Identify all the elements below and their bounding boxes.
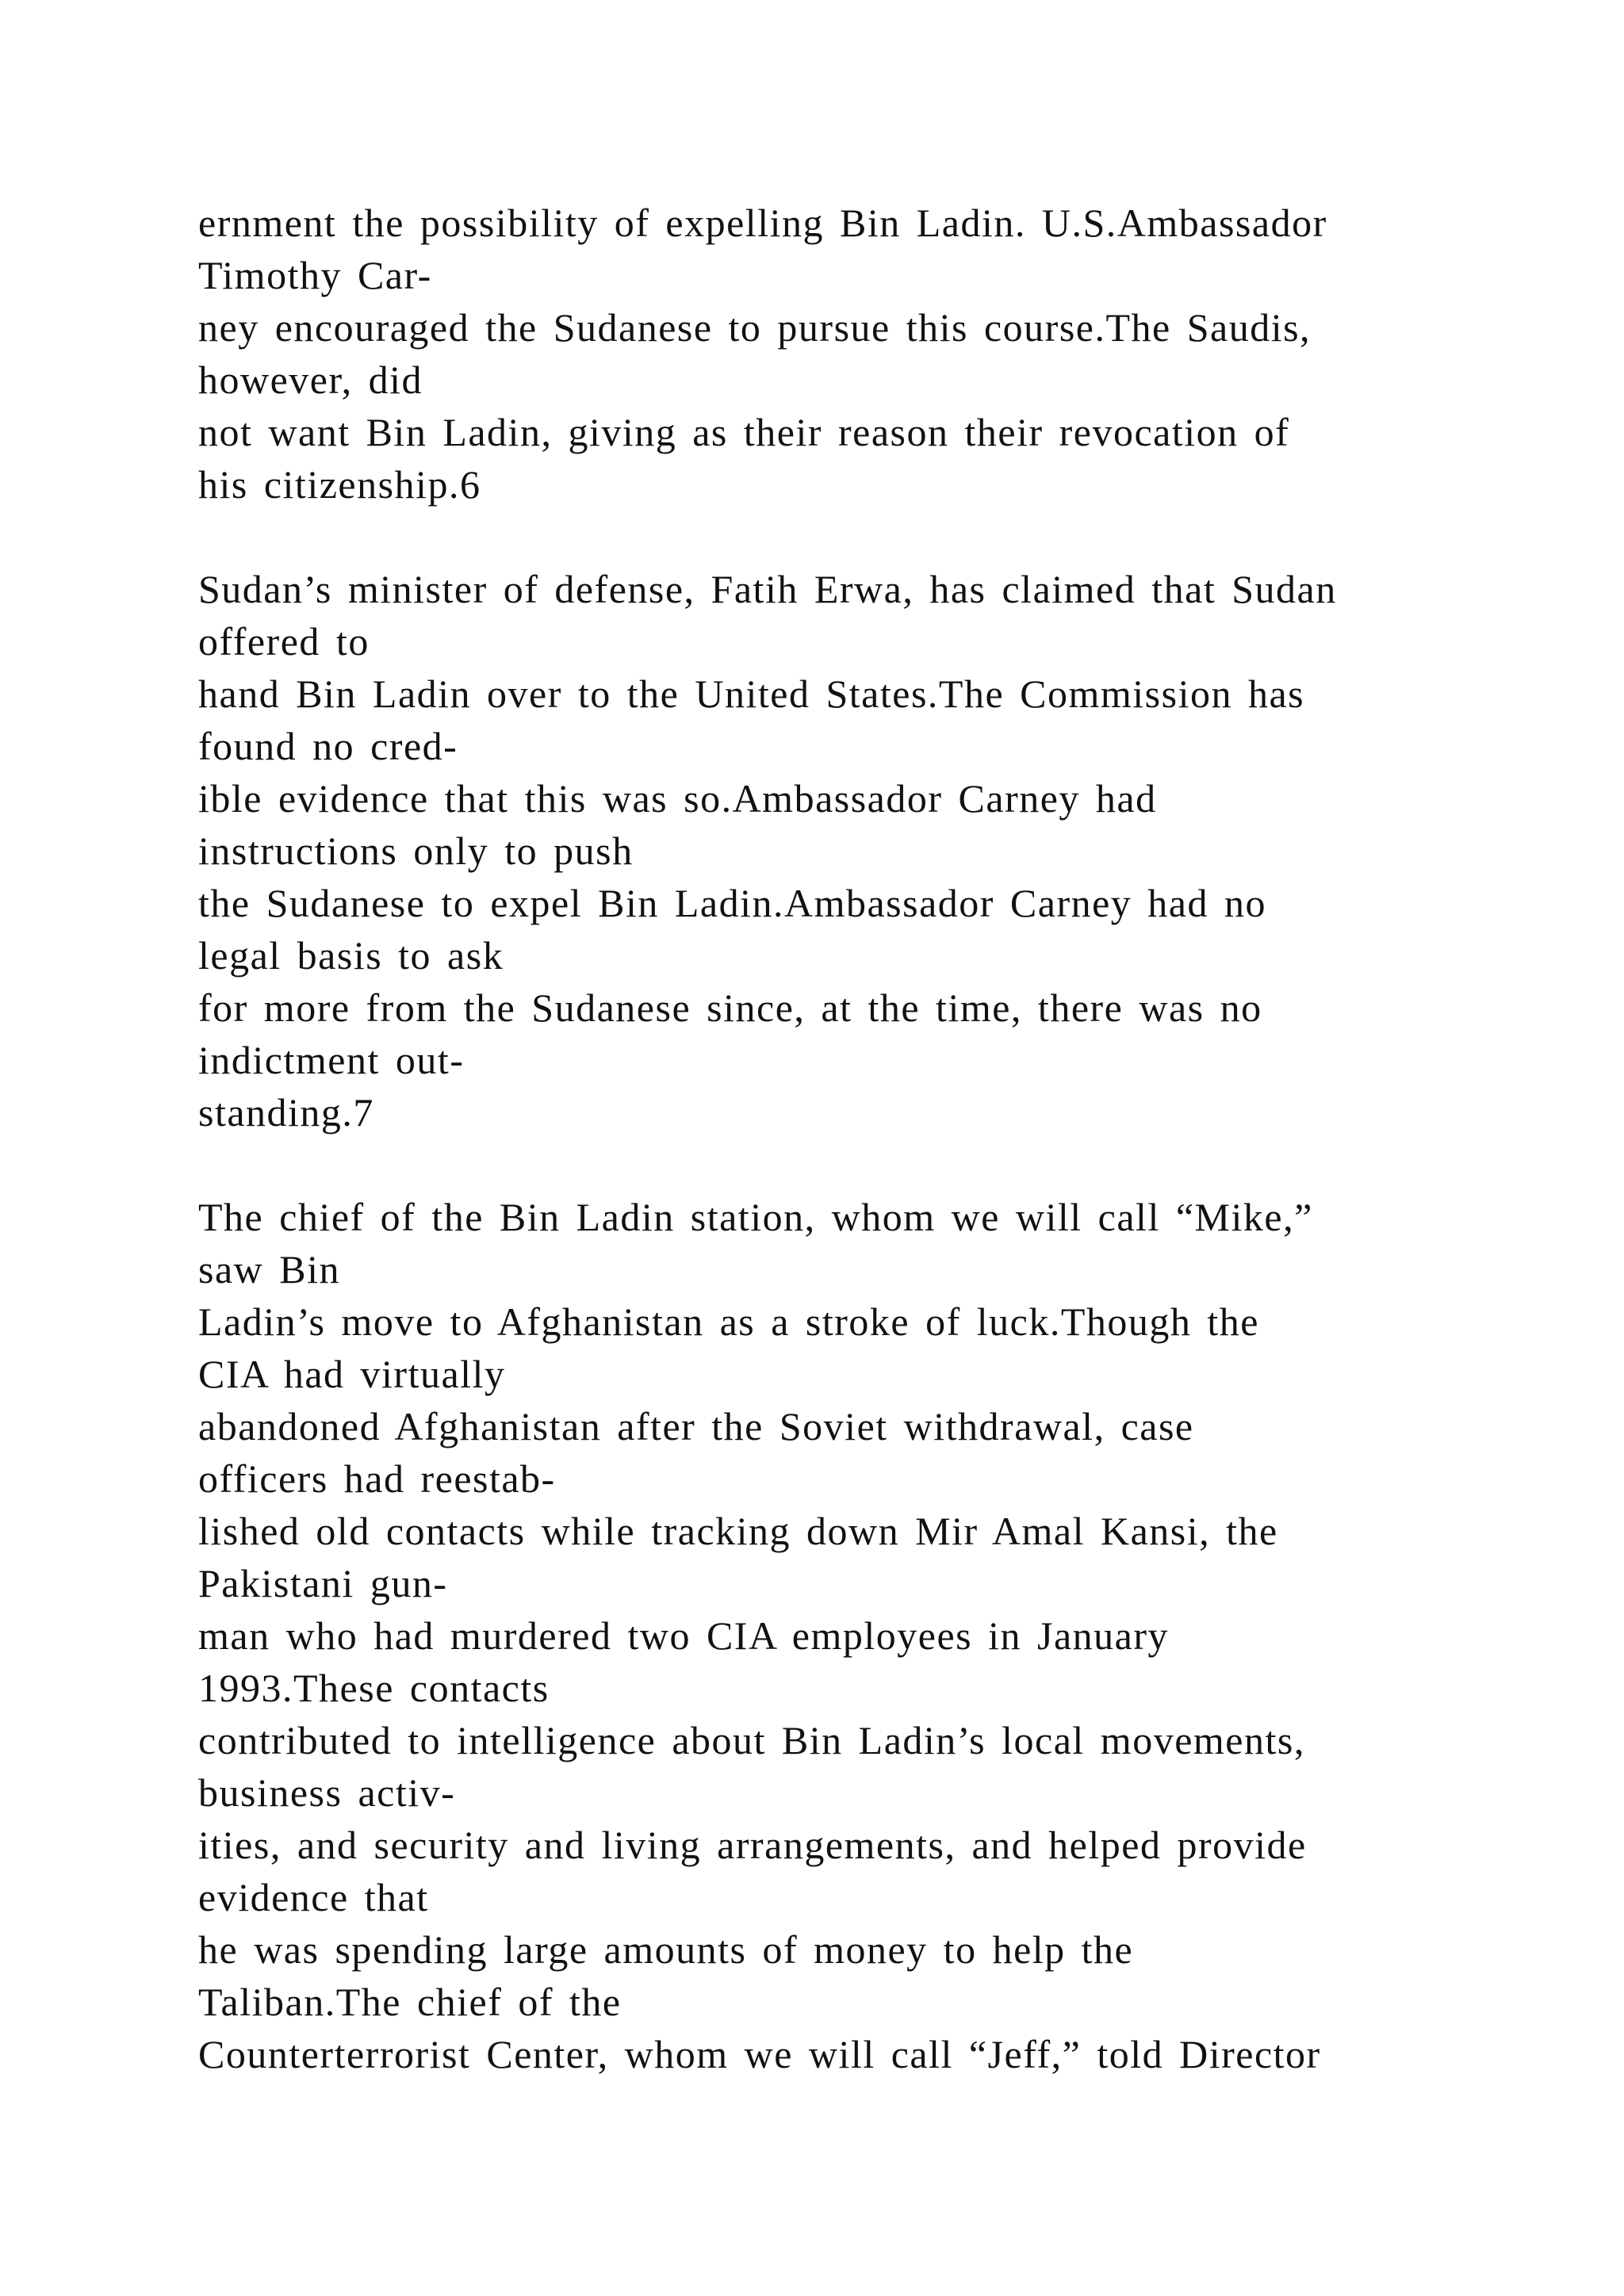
text-line: lished old contacts while tracking down Mir Amal Kansi, the xyxy=(198,1509,1278,1553)
text-line: evidence that xyxy=(198,1875,429,1919)
text-line: legal basis to ask xyxy=(198,933,504,978)
text-line: CIA had virtually xyxy=(198,1352,506,1396)
paragraph-spacer xyxy=(198,1138,1435,1191)
text-line: man who had murdered two CIA employees in January xyxy=(198,1613,1170,1658)
text-line: The chief of the Bin Ladin station, whom we will call “Mike,” xyxy=(198,1195,1313,1239)
text-line: ernment the possibility of expelling Bin Ladin. U.S.Ambassador xyxy=(198,201,1327,245)
text-line: abandoned Afghanistan after the Soviet withdrawal, case xyxy=(198,1404,1194,1448)
text-line: ible evidence that this was so.Ambassador Carney had xyxy=(198,776,1157,821)
text-line: Pakistani gun- xyxy=(198,1561,448,1605)
text-line: 1993.These contacts xyxy=(198,1666,550,1710)
text-line: indictment out- xyxy=(198,1038,465,1082)
text-line: standing.7 xyxy=(198,1090,374,1135)
text-line: not want Bin Ladin, giving as their reason their revocation of xyxy=(198,410,1290,454)
text-line: Counterterrorist Center, whom we will call “Jeff,” told Director xyxy=(198,2032,1321,2076)
text-line: Ladin’s move to Afghanistan as a stroke of luck.Though the xyxy=(198,1299,1259,1344)
text-line: saw Bin xyxy=(198,1247,340,1292)
text-line: he was spending large amounts of money to help the xyxy=(198,1927,1134,1972)
text-line: found no cred- xyxy=(198,724,458,768)
text-line: ities, and security and living arrangements, and helped provide xyxy=(198,1823,1307,1867)
text-line: his citizenship.6 xyxy=(198,462,481,507)
text-line: officers had reestab- xyxy=(198,1456,556,1501)
text-line: hand Bin Ladin over to the United States.The Commission has xyxy=(198,672,1305,716)
text-line: contributed to intelligence about Bin Ladin’s local movements, xyxy=(198,1718,1305,1762)
document-body xyxy=(198,197,1435,2080)
text-line: business activ- xyxy=(198,1770,456,1815)
paragraph-2 xyxy=(198,563,1435,1138)
text-line: Timothy Car- xyxy=(198,253,432,297)
text-line: Sudan’s minister of defense, Fatih Erwa, has claimed that Sudan xyxy=(198,567,1337,611)
text-line: ney encouraged the Sudanese to pursue this course.The Saudis, xyxy=(198,305,1312,350)
paragraph-3 xyxy=(198,1191,1435,2080)
paragraph-1 xyxy=(198,197,1435,511)
text-line: however, did xyxy=(198,358,423,402)
paragraph-spacer xyxy=(198,511,1435,563)
text-line: offered to xyxy=(198,619,370,664)
text-line: for more from the Sudanese since, at the time, there was no xyxy=(198,985,1262,1030)
text-line: the Sudanese to expel Bin Ladin.Ambassador Carney had no xyxy=(198,881,1266,925)
text-line: Taliban.The chief of the xyxy=(198,1980,622,2024)
text-line: instructions only to push xyxy=(198,828,634,873)
